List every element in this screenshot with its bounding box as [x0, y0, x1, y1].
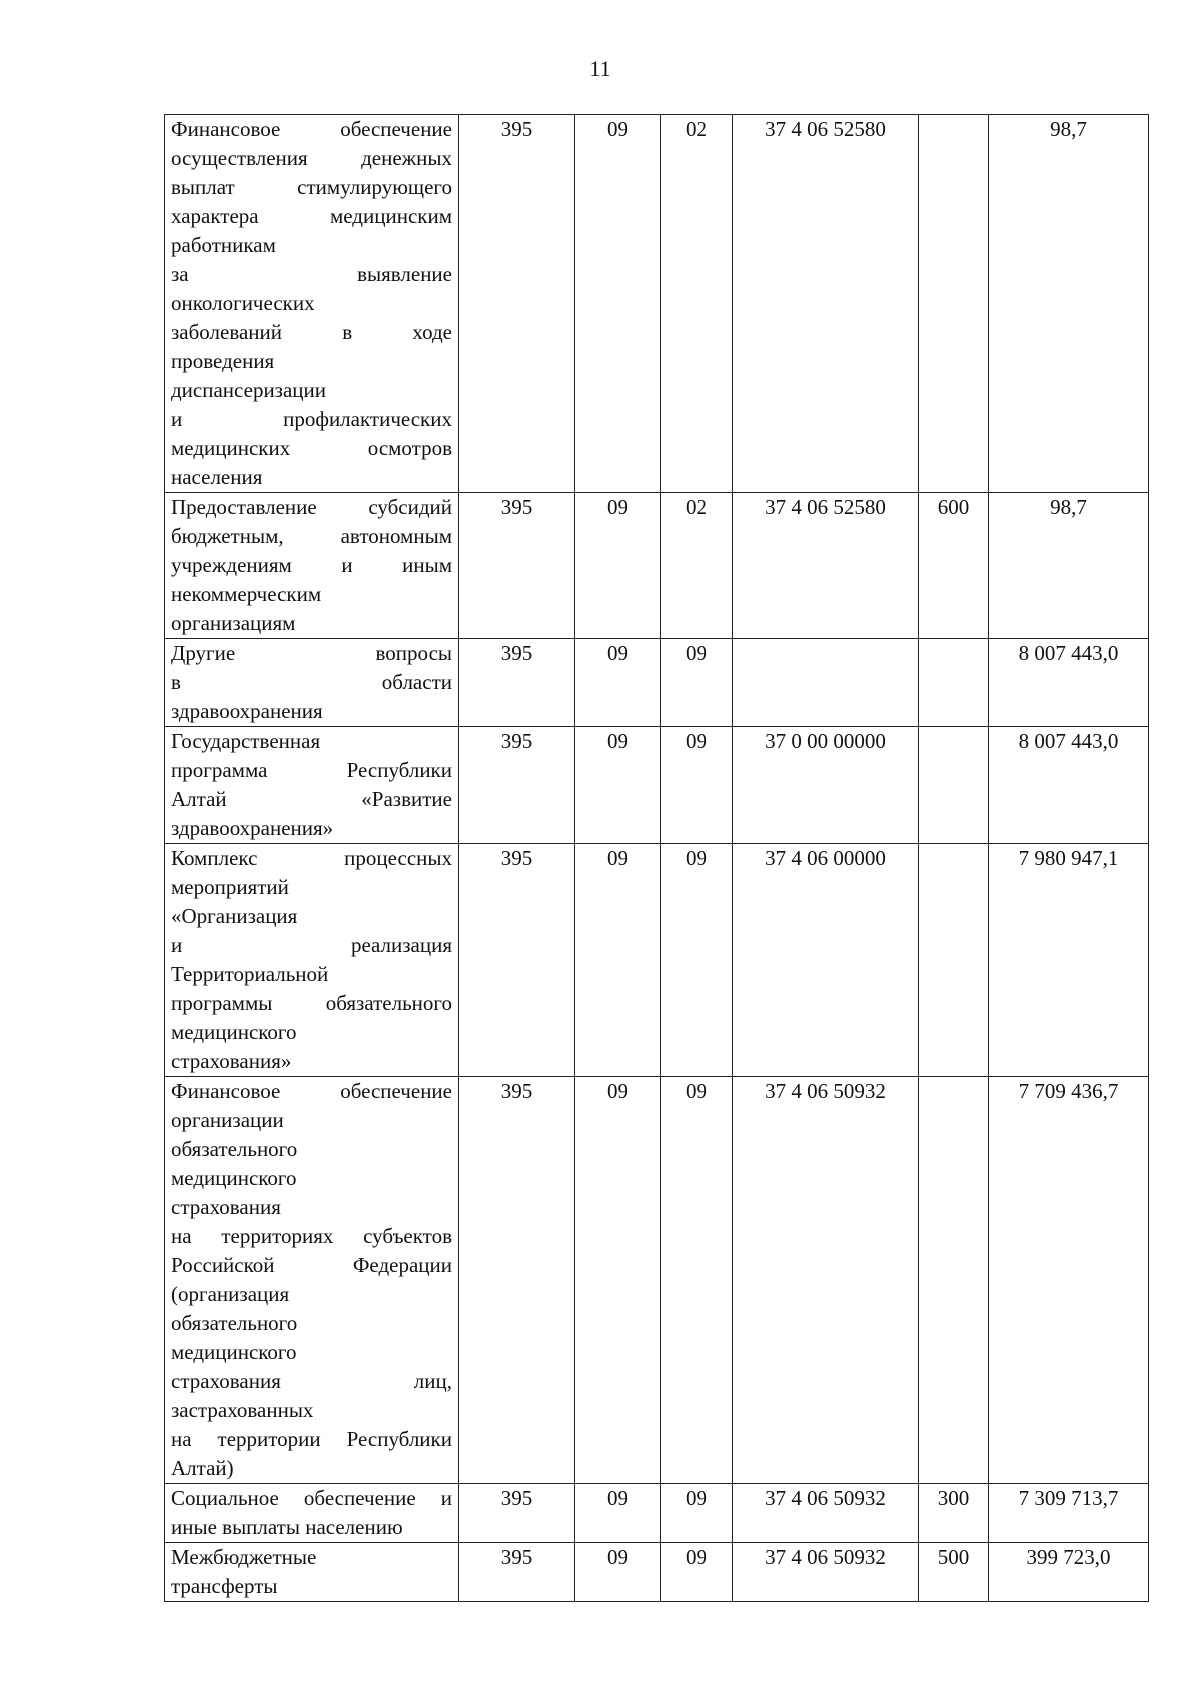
subsection-code-cell: 09: [661, 1077, 733, 1484]
table-row: [165, 727, 1149, 844]
row-name-line: мероприятий: [171, 875, 289, 899]
row-name-cell: [165, 1484, 459, 1543]
expense-type-cell: 600: [919, 493, 989, 639]
row-name-line: Алтай): [171, 1456, 234, 1480]
amount-cell: 7 309 713,7: [989, 1484, 1149, 1543]
section-code-cell: 09: [575, 493, 661, 639]
subsection-code-cell: 09: [661, 1543, 733, 1602]
row-name-line: Российской Федерации: [171, 1253, 452, 1277]
expense-type-cell: [919, 844, 989, 1077]
expense-type-cell: [919, 1077, 989, 1484]
target-article-cell: 37 0 00 00000: [733, 727, 919, 844]
budget-table: [164, 114, 1149, 1602]
row-name-line: на территориях субъектов: [171, 1224, 452, 1248]
row-name-line: Алтай «Развитие: [171, 787, 452, 811]
row-name-line: здравоохранения: [171, 699, 323, 723]
page-number: 11: [589, 56, 611, 81]
row-name-line: медицинского: [171, 1020, 297, 1044]
row-name-line: программы обязательного: [171, 991, 452, 1015]
row-name-line: здравоохранения»: [171, 816, 334, 840]
section-code-cell: 09: [575, 727, 661, 844]
table-row: [165, 639, 1149, 727]
row-name-line: работникам: [171, 233, 276, 257]
row-name-cell: [165, 115, 459, 493]
subsection-code-cell: 09: [661, 1484, 733, 1543]
table-row: [165, 1484, 1149, 1543]
row-name-line: обязательного: [171, 1137, 298, 1161]
row-name-line: страхования лиц,: [171, 1369, 452, 1393]
amount-cell: 98,7: [989, 493, 1149, 639]
row-name-line: осуществления денежных: [171, 146, 452, 170]
row-name-line: за выявление: [171, 262, 452, 286]
table-row: [165, 1543, 1149, 1602]
ministry-code-cell: 395: [459, 639, 575, 727]
row-name-line: на территории Республики: [171, 1427, 452, 1451]
row-name-line: в области: [171, 670, 452, 694]
row-name-line: бюджетным, автономным: [171, 524, 452, 548]
expense-type-cell: [919, 727, 989, 844]
subsection-code-cell: 09: [661, 844, 733, 1077]
ministry-code-cell: 395: [459, 1484, 575, 1543]
expense-type-cell: [919, 115, 989, 493]
row-name-line: населения: [171, 465, 263, 489]
expense-type-cell: 500: [919, 1543, 989, 1602]
row-name-cell: [165, 493, 459, 639]
subsection-code-cell: 09: [661, 639, 733, 727]
row-name-line: и реализация: [171, 933, 452, 957]
table-row: [165, 1077, 1149, 1484]
ministry-code-cell: 395: [459, 727, 575, 844]
row-name-cell: [165, 1077, 459, 1484]
section-code-cell: 09: [575, 844, 661, 1077]
ministry-code-cell: 395: [459, 844, 575, 1077]
expense-type-cell: 300: [919, 1484, 989, 1543]
row-name-line: и профилактических: [171, 407, 452, 431]
table-row: [165, 493, 1149, 639]
row-name-line: медицинского: [171, 1166, 297, 1190]
target-article-cell: 37 4 06 00000: [733, 844, 919, 1077]
row-name-line: организациям: [171, 611, 296, 635]
row-name-line: некоммерческим: [171, 582, 322, 606]
ministry-code-cell: 395: [459, 1543, 575, 1602]
row-name-line: Социальное обеспечение и: [171, 1486, 452, 1510]
subsection-code-cell: 02: [661, 493, 733, 639]
row-name-line: медицинского: [171, 1340, 297, 1364]
target-article-cell: [733, 639, 919, 727]
amount-cell: 98,7: [989, 115, 1149, 493]
row-name-line: обязательного: [171, 1311, 298, 1335]
amount-cell: 399 723,0: [989, 1543, 1149, 1602]
target-article-cell: 37 4 06 50932: [733, 1484, 919, 1543]
row-name-line: «Организация: [171, 904, 298, 928]
ministry-code-cell: 395: [459, 493, 575, 639]
section-code-cell: 09: [575, 1543, 661, 1602]
row-name-cell: [165, 727, 459, 844]
target-article-cell: 37 4 06 52580: [733, 493, 919, 639]
amount-cell: 7 980 947,1: [989, 844, 1149, 1077]
row-name-line: Финансовое обеспечение: [171, 117, 452, 141]
row-name-line: диспансеризации: [171, 378, 327, 402]
row-name-cell: [165, 639, 459, 727]
ministry-code-cell: 395: [459, 1077, 575, 1484]
table-row: [165, 844, 1149, 1077]
row-name-line: Государственная: [171, 729, 321, 753]
row-name-line: страхования: [171, 1195, 281, 1219]
row-name-line: выплат стимулирующего: [171, 175, 452, 199]
row-name-line: медицинских осмотров: [171, 436, 452, 460]
row-name-line: Межбюджетные: [171, 1545, 317, 1569]
section-code-cell: 09: [575, 1484, 661, 1543]
row-name-line: иные выплаты населению: [171, 1515, 403, 1539]
row-name-line: Комплекс процессных: [171, 846, 452, 870]
subsection-code-cell: 02: [661, 115, 733, 493]
row-name-line: Финансовое обеспечение: [171, 1079, 452, 1103]
target-article-cell: 37 4 06 50932: [733, 1543, 919, 1602]
amount-cell: 7 709 436,7: [989, 1077, 1149, 1484]
row-name-line: Другие вопросы: [171, 641, 452, 665]
section-code-cell: 09: [575, 639, 661, 727]
table-row: [165, 115, 1149, 493]
section-code-cell: 09: [575, 1077, 661, 1484]
row-name-line: проведения: [171, 349, 275, 373]
row-name-line: застрахованных: [171, 1398, 314, 1422]
row-name-line: Предоставление субсидий: [171, 495, 452, 519]
row-name-line: (организация: [171, 1282, 290, 1306]
row-name-cell: [165, 844, 459, 1077]
amount-cell: 8 007 443,0: [989, 727, 1149, 844]
row-name-line: трансферты: [171, 1574, 278, 1598]
row-name-cell: [165, 1543, 459, 1602]
row-name-line: характера медицинским: [171, 204, 452, 228]
section-code-cell: 09: [575, 115, 661, 493]
expense-type-cell: [919, 639, 989, 727]
subsection-code-cell: 09: [661, 727, 733, 844]
row-name-line: организации: [171, 1108, 284, 1132]
row-name-line: учреждениям и иным: [171, 553, 452, 577]
row-name-line: страхования»: [171, 1049, 292, 1073]
target-article-cell: 37 4 06 52580: [733, 115, 919, 493]
row-name-line: программа Республики: [171, 758, 452, 782]
target-article-cell: 37 4 06 50932: [733, 1077, 919, 1484]
row-name-line: онкологических: [171, 291, 315, 315]
row-name-line: Территориальной: [171, 962, 329, 986]
ministry-code-cell: 395: [459, 115, 575, 493]
amount-cell: 8 007 443,0: [989, 639, 1149, 727]
row-name-line: заболеваний в ходе: [171, 320, 452, 344]
